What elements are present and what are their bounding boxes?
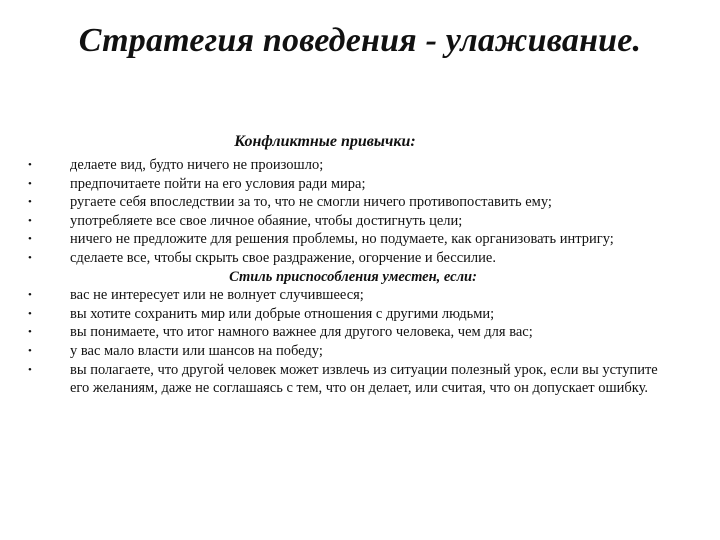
bullet-icon: • <box>28 289 32 302</box>
list-item <box>28 286 678 305</box>
list-item-text: вы хотите сохранить мир или добрые отношения с другими людьми; <box>70 305 495 322</box>
list-item-text: вы понимаете, что итог намного важнее для другого человека, чем для вас; <box>70 324 533 341</box>
accommodation-style-heading: Стиль приспособления уместен, если: <box>229 268 477 285</box>
conflict-habits-heading-text: Конфликтные привычки: <box>234 133 416 150</box>
list-item-text: у вас мало власти или шансов на победу; <box>70 342 323 359</box>
list-item-text: вы полагаете, что другой человек может извлечь из ситуации полезный урок, если вы уступите его желаниям, даже не соглашаясь с тем, что он делает, или считая, что он допускает ошибку. <box>70 361 658 397</box>
bullet-icon: • <box>28 233 32 246</box>
bullet-icon: • <box>28 214 32 227</box>
bullet-icon: • <box>28 326 32 339</box>
list-item-text: ругаете себя впоследствии за то, что не смогли ничего противопоставить ему; <box>70 194 552 211</box>
list-item <box>28 212 678 231</box>
list-item <box>28 249 678 268</box>
bullet-icon: • <box>28 344 32 357</box>
conflict-habits-list <box>28 156 678 268</box>
list-item <box>28 342 678 361</box>
list-item <box>28 156 678 175</box>
list-item-text: делаете вид, будто ничего не произошло; <box>70 157 324 173</box>
list-item-text: ничего не предложите для решения проблемы, но подумаете, как организовать интригу; <box>70 231 614 248</box>
bullet-icon: • <box>28 307 32 320</box>
list-item-text: вас не интересует или не волнует случившееся; <box>70 287 364 304</box>
bullet-icon: • <box>28 196 32 209</box>
accommodation-conditions-list <box>28 286 678 398</box>
list-item-text: сделаете все, чтобы скрыть свое раздражение, огорчение и бессилие. <box>70 249 496 266</box>
conflict-habits-heading <box>0 133 720 151</box>
bullet-icon: • <box>28 251 32 264</box>
slide-content <box>28 156 678 398</box>
list-item <box>28 361 678 398</box>
slide-title: Стратегия поведения - улаживание. <box>78 22 642 59</box>
list-item <box>28 323 678 342</box>
list-item <box>28 230 678 249</box>
bullet-icon: • <box>28 159 32 171</box>
list-item-text: употребляете все свое личное обаяние, чтобы достигнуть цели; <box>70 212 463 229</box>
bullet-icon: • <box>28 363 32 376</box>
list-item <box>28 305 678 324</box>
bullet-icon: • <box>28 177 32 190</box>
list-item <box>28 193 678 212</box>
list-item-text: предпочитаете пойти на его условия ради мира; <box>70 175 366 192</box>
list-item <box>28 175 678 194</box>
